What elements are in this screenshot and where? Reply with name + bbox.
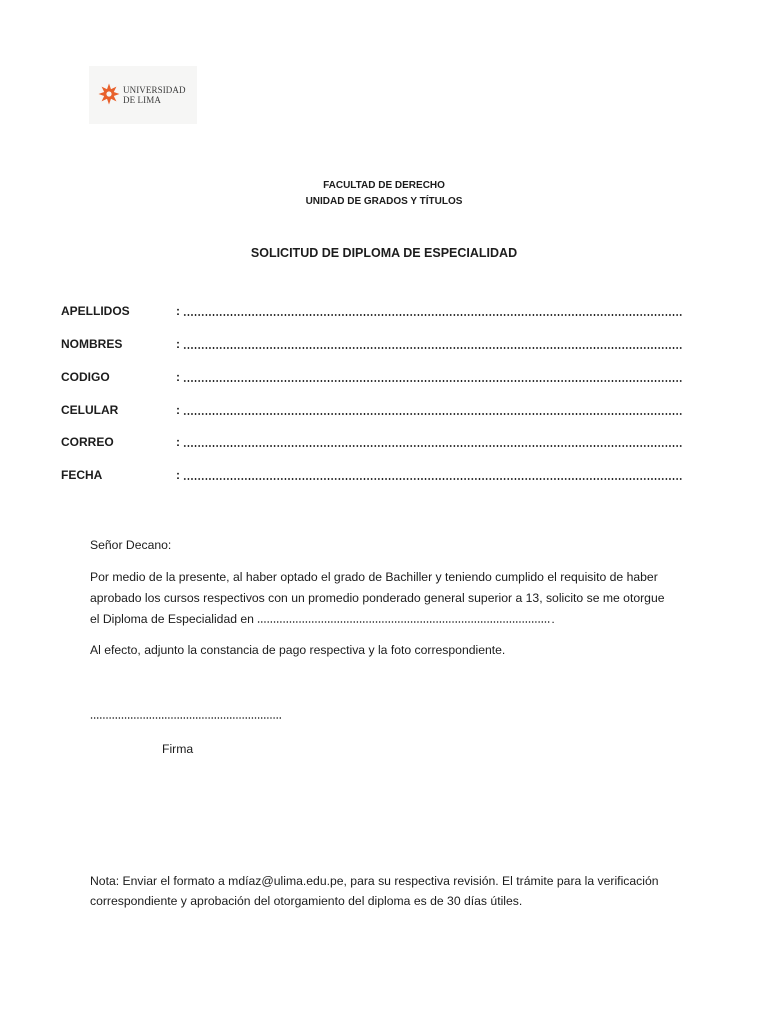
field-separator: : — [176, 468, 180, 482]
field-label-celular: CELULAR — [61, 403, 119, 417]
field-line-correo[interactable] — [176, 435, 682, 449]
field-separator: : — [176, 403, 180, 417]
field-separator: : — [176, 435, 180, 449]
field-separator: : — [176, 337, 180, 351]
university-logo — [89, 66, 197, 124]
logo-wordmark — [123, 85, 186, 105]
field-label-codigo: CODIGO — [61, 370, 110, 384]
field-separator: : — [176, 370, 180, 384]
field-label-correo: CORREO — [61, 435, 114, 449]
field-label-apellidos: APELLIDOS — [61, 304, 130, 318]
sentence-period: . — [551, 612, 555, 626]
dotted-line — [183, 445, 682, 447]
field-line-celular[interactable] — [176, 403, 682, 417]
dotted-line — [183, 478, 682, 480]
letter-paragraph-2: Al efecto, adjunto la constancia de pago respectiva y la foto correspondiente. — [90, 643, 506, 657]
dotted-line — [183, 380, 682, 382]
letter-paragraph-line-1: Por medio de la presente, al haber optado el grado de Bachiller y teniendo cumplido el requisito de haber — [90, 570, 658, 584]
signature-label: Firma — [162, 742, 194, 756]
logo-line-1: UNIVERSIDAD — [123, 85, 186, 95]
sun-logo-icon — [98, 83, 120, 105]
dotted-line — [183, 413, 682, 415]
field-line-codigo[interactable] — [176, 370, 682, 384]
dotted-line — [183, 347, 682, 349]
field-label-nombres: NOMBRES — [61, 337, 123, 351]
dotted-line — [183, 314, 682, 316]
logo-line-2: DE LIMA — [123, 95, 161, 105]
field-label-fecha: FECHA — [61, 468, 103, 482]
field-line-apellidos[interactable] — [176, 304, 682, 318]
field-separator: : — [176, 304, 180, 318]
specialty-prompt: el Diploma de Especialidad en — [90, 612, 254, 626]
document-title: SOLICITUD DE DIPLOMA DE ESPECIALIDAD — [250, 246, 518, 260]
field-line-nombres[interactable] — [176, 337, 682, 351]
letter-paragraph-line-3 — [90, 609, 555, 630]
letter-greeting: Señor Decano: — [90, 538, 172, 552]
signature-line[interactable] — [90, 717, 281, 719]
faculty-heading: FACULTAD DE DERECHO — [323, 180, 445, 191]
note-line-1: Nota: Enviar el formato a mdíaz@ulima.edu.pe, para su respectiva revisión. El trámite para la verificación — [90, 874, 659, 888]
unit-heading: UNIDAD DE GRADOS Y TÍTULOS — [305, 196, 463, 207]
note-line-2: correspondiente y aprobación del otorgamiento del diploma es de 30 días útiles. — [90, 894, 523, 908]
specialty-dotted-line[interactable] — [257, 621, 551, 623]
letter-paragraph-line-2: aprobado los cursos respectivos con un promedio ponderado general superior a 13, solicito se me otorgue — [90, 591, 665, 605]
field-line-fecha[interactable] — [176, 468, 682, 482]
